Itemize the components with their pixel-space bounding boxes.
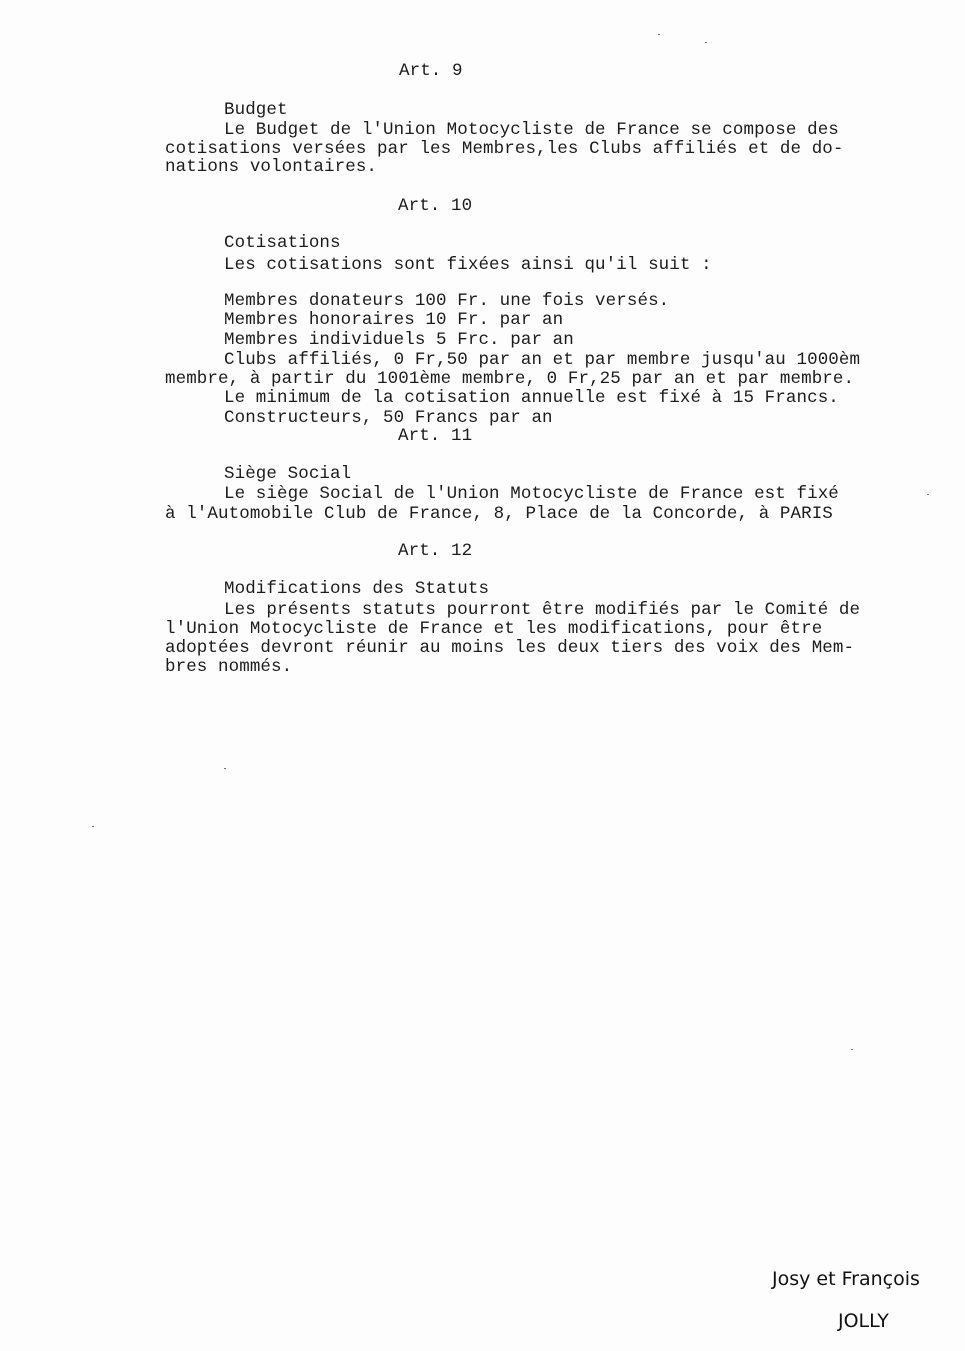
article-12-title: Modifications des Statuts [224,579,490,599]
article-9-line: cotisations versées par les Membres,les Clubs affiliés et de do- [165,139,844,159]
scan-speck [927,494,929,495]
article-10-line: Membres honoraires 10 Fr. par an [224,310,564,330]
article-12-line: adoptées devront réunir au moins les deux tiers des voix des Mem- [165,638,855,658]
article-10-line: Clubs affiliés, 0 Fr,50 par an et par membre jusqu'au 1000èm [224,350,861,370]
article-10-line: membre, à partir du 1001ème membre, 0 Fr,25 par an et par membre. [165,369,855,389]
article-9-line: nations volontaires. [165,157,378,177]
scan-speck [92,826,94,827]
article-11-heading: Art. 11 [398,426,473,446]
article-10-line: Constructeurs, 50 Francs par an [224,408,553,428]
scan-speck [224,768,226,769]
scan-speck [851,1049,853,1050]
scan-speck [658,34,660,35]
article-12-line: bres nommés. [165,657,293,677]
article-12-heading: Art. 12 [398,541,473,561]
article-10-line: Membres individuels 5 Frc. par an [224,330,574,350]
scan-speck [705,42,707,43]
article-9-line: Le Budget de l'Union Motocycliste de France se compose des [224,120,839,140]
signature-names: Josy et François [772,1268,920,1290]
signature-surname: JOLLY [838,1310,889,1332]
article-11-line: Le siège Social de l'Union Motocycliste de France est fixé [224,484,839,504]
article-12-line: l'Union Motocycliste de France et les modifications, pour être [165,619,823,639]
article-10-line: Le minimum de la cotisation annuelle est fixé à 15 Francs. [224,388,839,408]
article-10-line: Membres donateurs 100 Fr. une fois versés. [224,291,670,311]
article-10-line: Les cotisations sont fixées ainsi qu'il suit : [224,255,712,275]
article-11-title: Siège Social [224,464,352,484]
article-9-title: Budget [224,100,288,120]
article-10-title: Cotisations [224,233,341,253]
article-10-heading: Art. 10 [398,196,473,216]
article-9-heading: Art. 9 [399,61,463,81]
article-12-line: Les présents statuts pourront être modifiés par le Comité de [224,600,861,620]
article-11-line: à l'Automobile Club de France, 8, Place de la Concorde, à PARIS [165,504,833,524]
